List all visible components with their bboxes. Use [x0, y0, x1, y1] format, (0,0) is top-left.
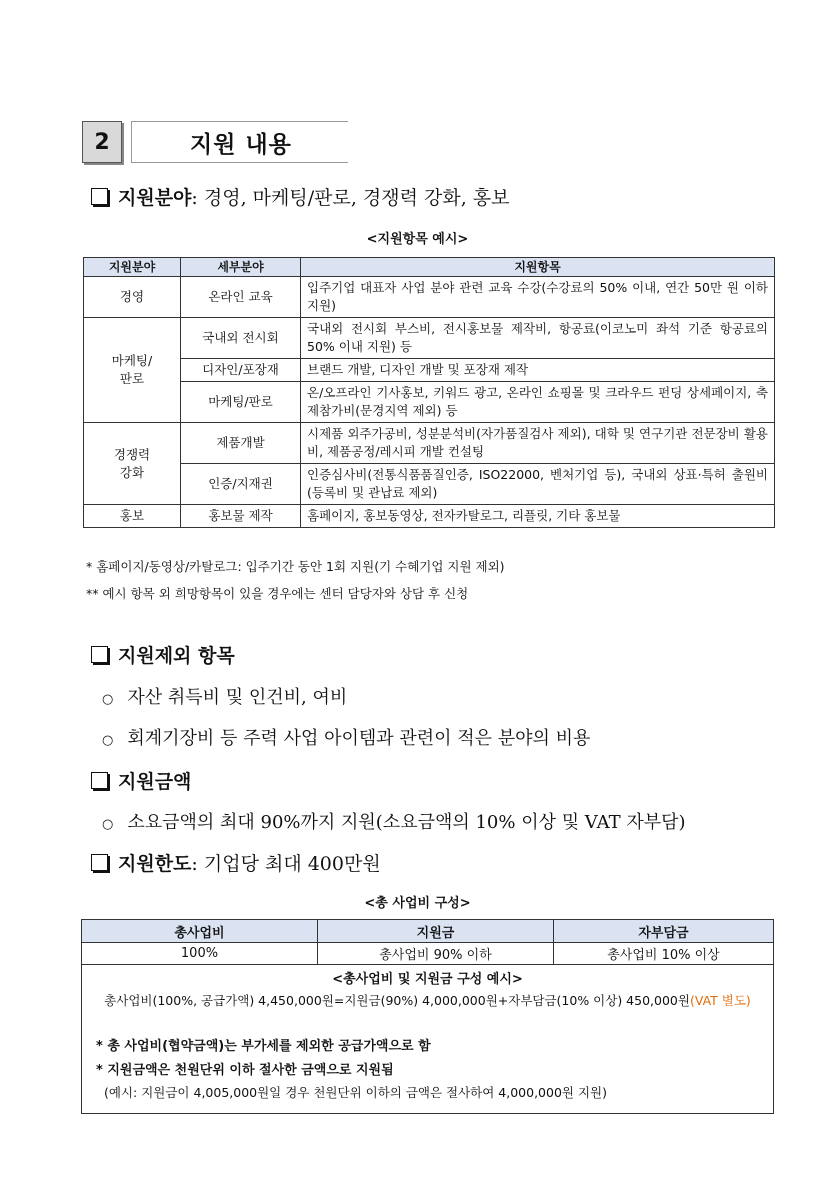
support-field-heading	[91, 183, 510, 210]
table-cell: 총사업비 10% 이상	[554, 943, 774, 965]
table-header: 지원항목	[301, 258, 775, 277]
item-cell: 국내외 전시회 부스비, 전시홍보물 제작비, 항공료(이코노미 좌석 기준 항공료의 50% 이내 지원) 등	[301, 318, 775, 359]
table-row	[82, 965, 774, 1114]
circle-bullet-icon: ○	[102, 817, 114, 832]
example-cell	[82, 965, 774, 1114]
table-row	[84, 464, 775, 505]
example-line	[82, 991, 773, 1009]
example-note-1: * 총 사업비(협약금액)는 부가세를 제외한 공급가액으로 함	[96, 1039, 431, 1054]
subfield-cell: 인증/지재권	[181, 464, 301, 505]
table-cell: 총사업비 90% 이하	[318, 943, 554, 965]
exclusion-item-text: 자산 취득비 및 인건비, 여비	[127, 687, 348, 708]
table-header: 지원금	[318, 920, 554, 943]
exclusion-item	[102, 724, 590, 750]
table1-note-2: ** 예시 항목 외 희망항목이 있을 경우에는 센터 담당자와 상담 후 신청	[86, 586, 469, 601]
exclusion-item	[102, 683, 347, 709]
example-line-text: 총사업비(100%, 공급가액) 4,450,000원=지원금(90%) 4,000,000원+자부담금(10% 이상) 450,000원	[104, 993, 690, 1008]
table-header: 지원분야	[84, 258, 181, 277]
circle-bullet-icon: ○	[102, 692, 114, 707]
table-header-row	[84, 258, 775, 277]
table-row	[84, 318, 775, 359]
example-note-2: * 지원금액은 천원단위 이하 절사한 금액으로 지원됨	[96, 1063, 394, 1078]
limit-text: : 기업당 최대 400만원	[191, 853, 381, 875]
table-header-row	[82, 920, 774, 943]
subfield-cell: 국내외 전시회	[181, 318, 301, 359]
budget-table	[81, 919, 774, 1114]
section-number: 2	[82, 121, 122, 163]
field-cell: 경영	[84, 277, 181, 318]
subfield-cell: 온라인 교육	[181, 277, 301, 318]
example-note-3: (예시: 지원금이 4,005,000원일 경우 천원단위 이하의 금액은 절사하여 4,000,000원 지원)	[104, 1085, 607, 1100]
exclusion-label: 지원제외 항목	[118, 645, 235, 667]
circle-bullet-icon: ○	[102, 733, 114, 748]
table-row	[82, 943, 774, 965]
section-title: 지원 내용	[190, 132, 292, 158]
support-field-text: : 경영, 마케팅/판로, 경쟁력 강화, 홍보	[191, 187, 510, 209]
exclusion-heading	[91, 641, 235, 668]
table1-caption: <지원항목 예시>	[366, 232, 469, 247]
table-row	[84, 423, 775, 464]
amount-item	[102, 808, 686, 834]
table1-note-1: * 홈페이지/동영상/카탈로그: 입주기간 동안 1회 지원(기 수혜기업 지원 제외)	[86, 559, 505, 574]
amount-heading	[91, 767, 191, 794]
amount-label: 지원금액	[118, 771, 192, 793]
table-cell: 100%	[82, 943, 318, 965]
item-cell: 브랜드 개발, 디자인 개발 및 포장재 제작	[301, 359, 775, 382]
table-header: 자부담금	[554, 920, 774, 943]
table-header: 총사업비	[82, 920, 318, 943]
field-cell: 홍보	[84, 505, 181, 528]
table-row	[84, 382, 775, 423]
checkbox-icon	[91, 854, 108, 871]
item-cell: 인증심사비(전통식품품질인증, ISO22000, 벤처기업 등), 국내외 상표·특허 출원비(등록비 및 관납료 제외)	[301, 464, 775, 505]
table2-caption: <총 사업비 구성>	[364, 896, 471, 911]
item-cell: 입주기업 대표자 사업 분야 관련 교육 수강(수강료의 50% 이내, 연간 50만 원 이하 지원)	[301, 277, 775, 318]
checkbox-icon	[91, 646, 108, 663]
example-vat-text: (VAT 별도)	[689, 993, 751, 1008]
table-header: 세부분야	[181, 258, 301, 277]
subfield-cell: 홍보물 제작	[181, 505, 301, 528]
exclusion-item-text: 회계기장비 등 주력 사업 아이템과 관련이 적은 분야의 비용	[127, 728, 591, 749]
subfield-cell: 마케팅/판로	[181, 382, 301, 423]
support-items-table	[83, 257, 775, 528]
table-row	[84, 359, 775, 382]
support-field-label: 지원분야	[118, 187, 192, 209]
limit-heading	[91, 849, 381, 876]
item-cell: 홈페이지, 홍보동영상, 전자카탈로그, 리플릿, 기타 홍보물	[301, 505, 775, 528]
field-cell: 경쟁력 강화	[84, 423, 181, 505]
item-cell: 시제품 외주가공비, 성분분석비(자가품질검사 제외), 대학 및 연구기관 전문장비 활용비, 제품공정/레시피 개발 컨설팅	[301, 423, 775, 464]
item-cell: 온/오프라인 기사홍보, 키워드 광고, 온라인 쇼핑몰 및 크라우드 펀딩 상세페이지, 축제참가비(문경지역 제외) 등	[301, 382, 775, 423]
checkbox-icon	[91, 772, 108, 789]
subfield-cell: 디자인/포장재	[181, 359, 301, 382]
table-row	[84, 505, 775, 528]
limit-label: 지원한도	[118, 853, 192, 875]
table-row	[84, 277, 775, 318]
subfield-cell: 제품개발	[181, 423, 301, 464]
amount-item-text: 소요금액의 최대 90%까지 지원(소요금액의 10% 이상 및 VAT 자부담)	[127, 812, 686, 833]
checkbox-icon	[91, 188, 108, 205]
field-cell: 마케팅/ 판로	[84, 318, 181, 423]
example-title: <총사업비 및 지원금 구성 예시>	[332, 972, 523, 987]
